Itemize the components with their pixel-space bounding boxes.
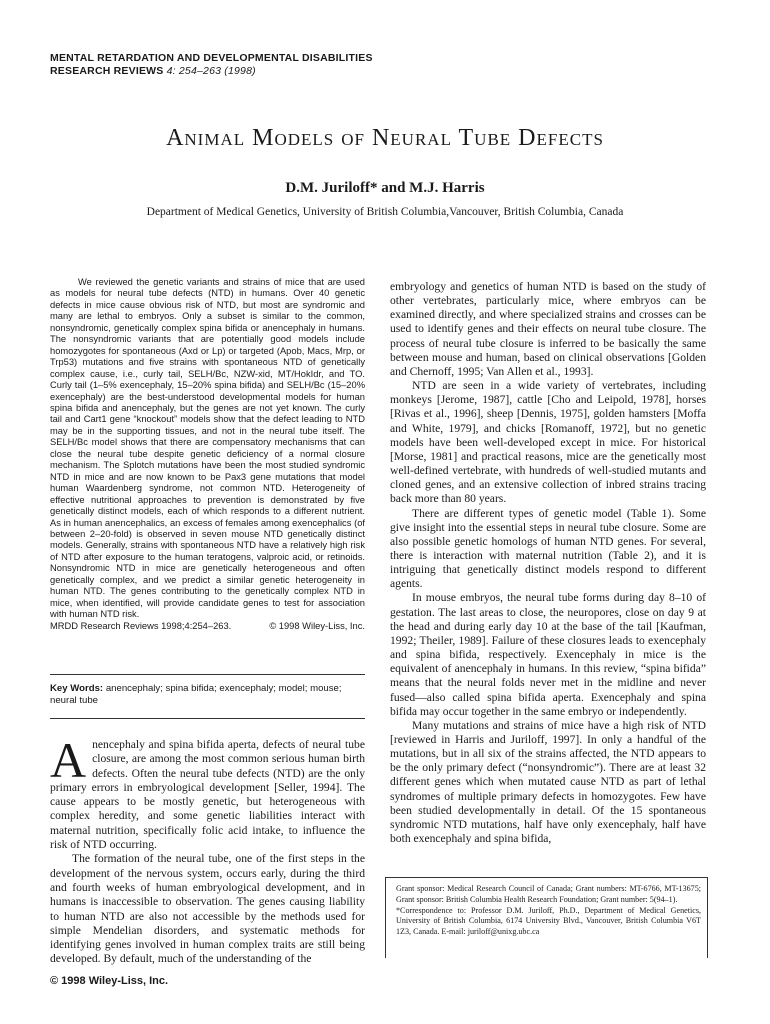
keywords — [50, 683, 365, 707]
journal-name: MENTAL RETARDATION AND DEVELOPMENTAL DISABILITIES — [50, 52, 373, 64]
intro-text: nencephaly and spina bifida aperta, defects of neural tube closure, are among the most common serious human birth defects. Often the neural tube defects (NTD) are the only primary errors in embryological development [Seller, 1994]. The cause appears to be mostly genetic, but heterogeneous with complex heredity, and some genetic liabilities interact with maternal nutrition, specifically folic acid intake, to influence the risk of NTD occurring. — [50, 738, 365, 852]
body-paragraph: In mouse embryos, the neural tube forms during day 8–10 of gestation. The last areas to close, the neuropores, close on day 9 at the head and during early day 10 at the base of the tail [Kaufman, 1992; Theiler, 1989]. Failure of these closures leads to exencephaly and spina bifida, respectively. Exencephaly in mice is the equivalent of anencephaly in humans. In this review, “spina bifida” means that the neural folds never met in the midline and never fused—also called spina bifida aperta. Exencephaly and spina bifida may occur together in the same embryo or independently. — [390, 591, 706, 718]
abstract-footer — [50, 621, 365, 632]
divider — [50, 674, 365, 675]
abstract — [50, 277, 365, 632]
drop-cap: A — [50, 732, 87, 788]
abstract-copyright: © 1998 Wiley-Liss, Inc. — [269, 620, 365, 631]
correspondence-note: *Correspondence to: Professor D.M. Juriloff, Ph.D., Department of Medical Genetics, University of British Columbia, 6174 University Blvd., Vancouver, British Columbia V6T 1Z3, Canada. E-mail: juriloff@unixg.ubc.ca — [396, 905, 701, 937]
introduction — [50, 732, 365, 967]
intro-paragraph: The formation of the neural tube, one of the first steps in the development of the nervous system, occurs early, during the third and fourth weeks of human embryological development, and in humans is inaccessible to observation. The genes causing liability to human NTD are also not accessible by the methods used for simple Mendelian disorders, and systematic methods for identifying genes involved in human complex traits are still being developed. By default, much of the understanding of the — [50, 852, 365, 966]
article-title: Animal Models of Neural Tube Defects — [166, 125, 604, 151]
authors: D.M. Juriloff* and M.J. Harris — [285, 180, 485, 196]
grant-note: Grant sponsor: Medical Research Council of Canada; Grant numbers: MT-6766, MT-13675; Grant sponsor: British Columbia Health Research Foundation; Grant number: 5(94–1). — [396, 884, 701, 904]
journal-citation: 4: 254–263 (1998) — [166, 65, 256, 77]
keywords-text: anencephaly; spina bifida; exencephaly; model; mouse; neural tube — [50, 683, 342, 706]
keywords-label: Key Words: — [50, 683, 104, 694]
journal-header — [50, 52, 373, 78]
right-column — [390, 280, 706, 846]
body-paragraph: NTD are seen in a wide variety of vertebrates, including monkeys [Jerome, 1987], cattle [Cho and Leipold, 1978], horses [Rivas et al., 1996], sheep [Dennis, 1975], golden hamsters [Moffa and White, 1979], and chicks [Romanoff, 1972], but no genetic models have been well-developed except in mice. For historical [Morse, 1981] and practical reasons, mice are the genetically most well-defined vertebrate, with hundreds of well-studied mutants and cloned genes, and an extensive collection of inbred strains tracing back more than 80 years. — [390, 379, 706, 506]
intro-paragraph — [50, 732, 365, 852]
body-paragraph: There are different types of genetic model (Table 1). Some give insight into the essential steps in neural tube closure. Some are also possible genetic homologs of human NTD genes. For several, there is interaction with maternal nutrition (Table 2), and it is intriguing that genetically distinct models respond to different agents. — [390, 506, 706, 591]
copyright-footer: © 1998 Wiley-Liss, Inc. — [50, 975, 169, 987]
affiliation: Department of Medical Genetics, University of British Columbia,Vancouver, British Columbia, Canada — [146, 206, 624, 218]
abstract-text: We reviewed the genetic variants and strains of mice that are used as models for neural tube defects (NTD) in humans. Over 40 genetic defects in mice cause obvious risk of NTD, but most are syndromic and many are lethal to embryos. Only a subset is similar to the common, nonsyndromic, genetically complex spina bifida or anencephaly in humans. The nonsyndromic variants that are potentially good models include homozygotes for spontaneous (Axd or Lp) or targeted (Apob, Macs, Mrp, or Trp53) mutations and five strains with spontaneous NTD of genetically complex cause, i.e., curly tail, SELH/Bc, NZW-xid, MT/HokIdr, and TO. Curly tail (1–5% exencephaly, 15–20% spina bifida) and SELH/Bc (15–20% exencephaly) are the best-understood developmental models for human spina bifida and anencephaly, but the genes are not yet known. The curly tail and Cart1 gene “knockout” models show that the defect leading to NTD may be in the supporting tissues, and not in the neural tube itself. The SELH/Bc model shows that there are compensatory mechanisms that can close the neural tube despite genetic deficiency of a normal closure mechanism. The Splotch mutations have been the most studied syndromic NTD in mice and are now known to be Pax3 gene mutations that model human Waardenberg syndrome, not common NTD. Heterogeneity of effective nutritional approaches to prevention is demonstrated by five genetically distinct models, each of which responds to a different nutrient. As in human anencephalics, an excess of females among exencephalics (of between 2–20-fold) is observed in seven mouse NTD genetically distinct models. Generally, strains with spontaneous NTD have a relatively high risk of NTD after exposure to the human teratogens, valproic acid, or retinoids. Nonsyndromic NTD in mice are genetically heterogeneous and often genetically complex, and we predict a similar genetic heterogeneity in human NTD. The genes contributing to the genetically complex NTD in mice, when identified, will provide candidate genes to test for association with human NTD risk. — [50, 277, 365, 620]
divider — [50, 718, 365, 719]
abstract-citation: MRDD Research Reviews 1998;4:254–263. — [50, 620, 232, 631]
body-paragraph: Many mutations and strains of mice have a high risk of NTD [reviewed in Harris and Juriloff, 1997]. In only a handful of the mutations, but in all six of the strains affected, the NTD appears to be the only primary defect (“nonsyndromic”). There are at least 32 different genes which when mutated cause NTD as part of lethal syndromes of multiple primary defects in homozygotes. Few have been studied developmentally in detail. Of the 15 spontaneous syndromic NTD mutations, half have only exencephaly, half have both exencephaly and spina bifida, — [390, 718, 706, 846]
journal-series: RESEARCH REVIEWS — [50, 65, 164, 77]
journal-subtitle — [50, 65, 373, 78]
footnote — [396, 884, 701, 938]
body-paragraph: embryology and genetics of human NTD is based on the study of other vertebrates, particularly mice, where embryos can be examined directly, and where specialized strains and crosses can be used to identify genes and their effects on neural tube closure. The process of neural tube closure is inferred to be basically the same between mouse and human, based on clinical observations [Golden and Chernoff, 1995; Van Allen et al., 1993]. — [390, 280, 706, 378]
